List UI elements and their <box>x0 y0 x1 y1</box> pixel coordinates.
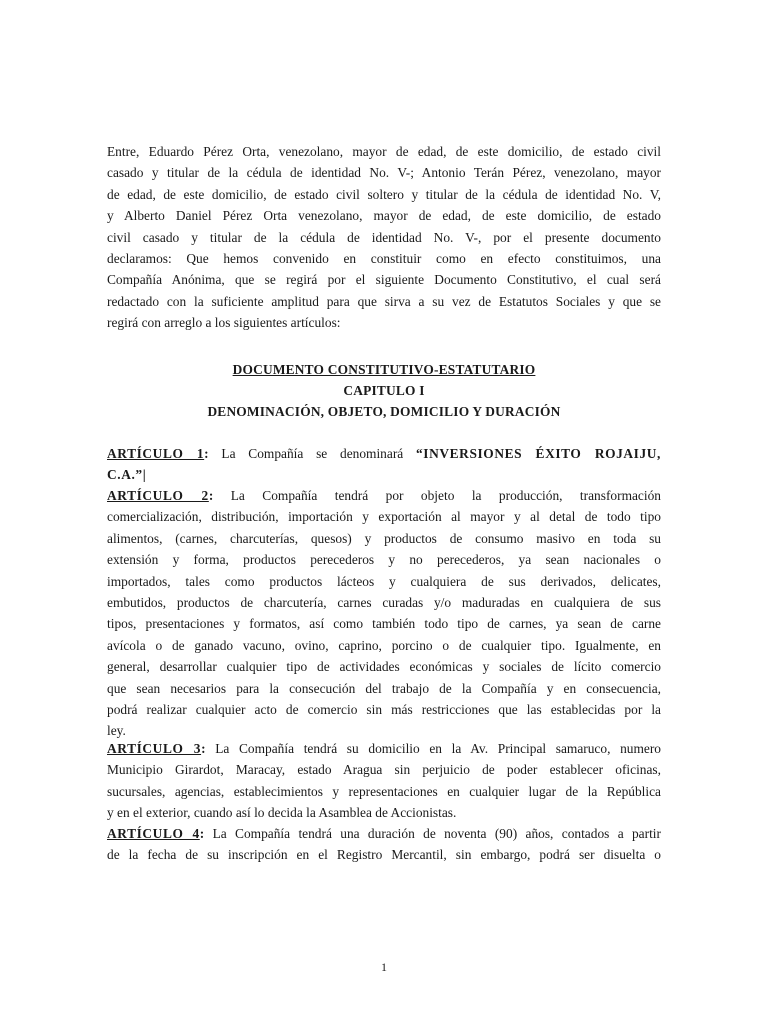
chapter-title: DENOMINACIÓN, OBJETO, DOMICILIO Y DURACIÓN <box>207 404 561 419</box>
article-2-line <box>107 485 661 506</box>
article-2-line: general, desarrollar cualquier tipo de actividades económicas y sociales de lícito comercio <box>107 659 661 675</box>
article-2-line: embutidos, productos de charcutería, carnes curadas y/o maduradas en cualquiera de sus <box>107 594 661 610</box>
article-4-first-line: La Compañía tendrá una duración de noventa (90) años, contados a partir <box>212 826 661 841</box>
intro-line: Compañía Anónima, que se regirá por el siguiente Documento Constitutivo, el cual será <box>107 272 661 288</box>
article-2-line: que sean necesarios para la consecución del trabajo de la Compañía y en consecuencia, <box>107 680 661 696</box>
article-2-line: comercialización, distribución, importación y exportación al mayor y al detal de todo tipo <box>107 509 661 525</box>
document-title: DOCUMENTO CONSTITUTIVO-ESTATUTARIO <box>232 362 536 377</box>
article-4-label: ARTÍCULO 4 <box>107 826 200 841</box>
article-2-line: importados, tales como productos lácteos y cualquiera de sus derivados, delicates, <box>107 573 661 589</box>
article-3 <box>107 738 661 824</box>
article-2-line: extensión y forma, productos perecederos y no perecederos, ya sean nacionales o <box>107 552 661 568</box>
article-2-line: avícola o de ganado vacuno, ovino, caprino, porcino o de cualquier tipo. Igualmente, en <box>107 637 661 653</box>
article-4 <box>107 823 661 866</box>
article-3-label: ARTÍCULO 3 <box>107 741 202 756</box>
article-3-line <box>107 738 661 759</box>
article-2-line: alimentos, (carnes, charcuterías, quesos) y productos de consumo masivo en toda su <box>107 530 661 546</box>
article-2-first-line: La Compañía tendrá por objeto la producción, transformación <box>230 488 661 503</box>
article-1 <box>107 443 661 486</box>
article-3-line: sucursales, agencias, establecimientos y representaciones en cualquier lugar de la República <box>107 783 661 799</box>
article-1-label: ARTÍCULO 1 <box>107 446 205 461</box>
article-1-text: La Compañía se denominará <box>221 446 416 461</box>
article-1-line <box>107 443 661 464</box>
intro-line: declaramos: Que hemos convenido en constituir como en efecto constituimos, una <box>107 250 661 266</box>
intro-line: casado y titular de la cédula de identidad No. V-; Antonio Terán Pérez, venezolano, mayor <box>107 165 661 181</box>
company-name-suffix: C.A.”| <box>107 467 147 483</box>
article-2-line: podrá realizar cualquier acto de comercio sin más restricciones que las establecidas por la <box>107 701 661 717</box>
intro-line: redactado con la suficiente amplitud para que sirva a su vez de Estatutos Sociales y que se <box>107 293 661 309</box>
article-2-line: ley. <box>107 723 126 739</box>
article-2 <box>107 485 661 742</box>
intro-line: y Alberto Daniel Pérez Orta venezolano, mayor de edad, de este domicilio, de estado <box>107 208 661 224</box>
article-1-colon: : <box>204 446 209 461</box>
article-4-line <box>107 823 661 844</box>
intro-line: Entre, Eduardo Pérez Orta, venezolano, mayor de edad, de este domicilio, de estado civil <box>107 144 661 159</box>
intro-paragraph <box>107 141 661 334</box>
article-2-label: ARTÍCULO 2 <box>107 488 209 503</box>
article-3-colon: : <box>201 741 206 756</box>
article-4-line: de la fecha de su inscripción en el Registro Mercantil, sin embargo, podrá ser disuelta o <box>107 847 661 863</box>
intro-line: de edad, de este domicilio, de estado civil soltero y titular de la cédula de identidad No. V, <box>107 186 661 202</box>
company-name: “INVERSIONES ÉXITO ROJAIJU, <box>416 446 661 461</box>
page-number: 1 <box>381 960 387 974</box>
article-4-colon: : <box>199 826 205 841</box>
article-2-line: tipos, presentaciones y formatos, así como también todo tipo de carnes, ya sean de carne <box>107 616 661 632</box>
article-3-line: Municipio Girardot, Maracay, estado Aragua sin perjuicio de poder establecer oficinas, <box>107 762 661 778</box>
article-3-line: y en el exterior, cuando así lo decida la Asamblea de Accionistas. <box>107 805 457 821</box>
intro-line: regirá con arreglo a los siguientes artículos: <box>107 315 341 331</box>
article-3-first-line: La Compañía tendrá su domicilio en la Av. Principal samaruco, numero <box>215 741 661 756</box>
article-2-colon: : <box>208 488 214 503</box>
chapter-heading: CAPITULO I <box>343 383 425 398</box>
intro-line: civil casado y titular de la cédula de identidad No. V-, por el presente documento <box>107 229 661 245</box>
